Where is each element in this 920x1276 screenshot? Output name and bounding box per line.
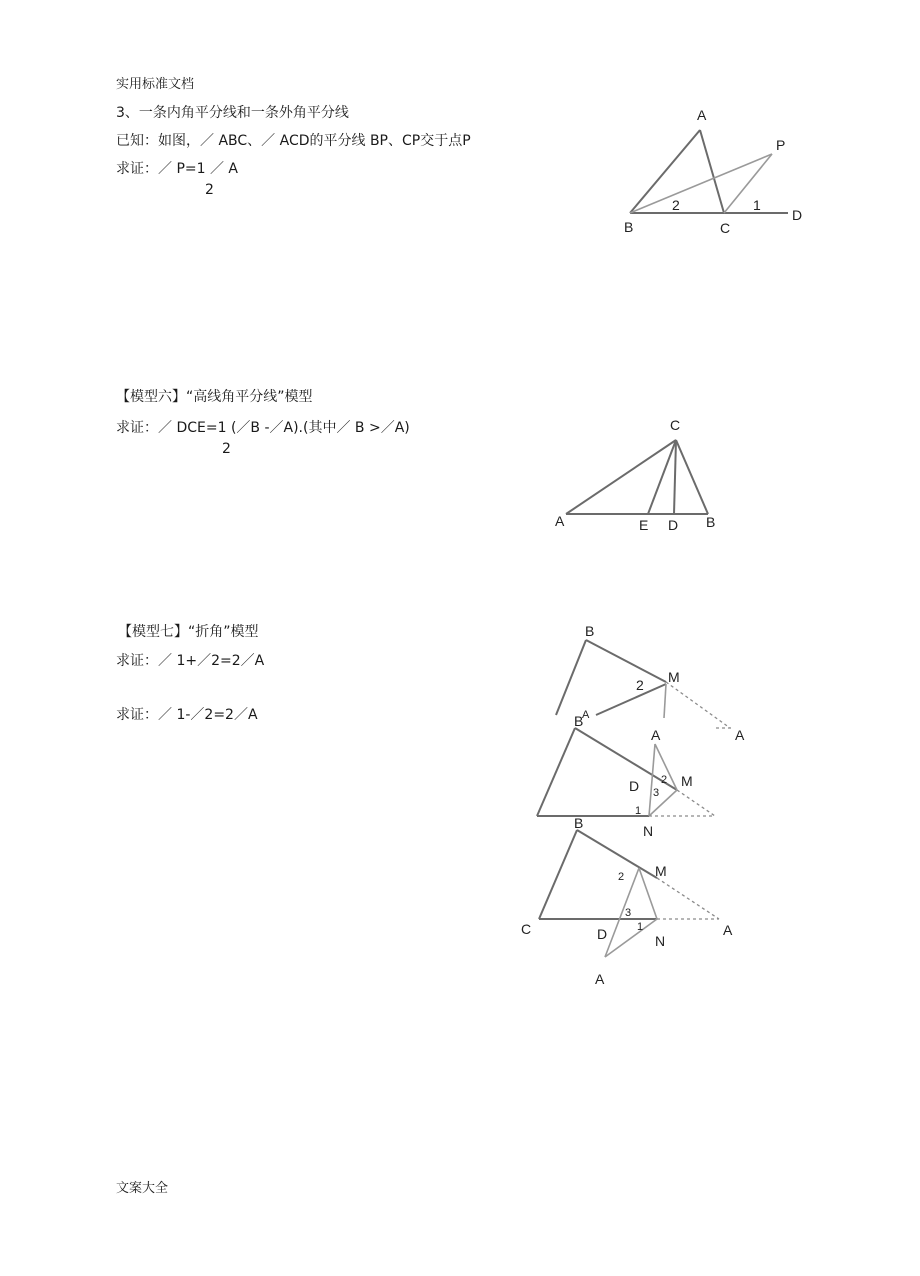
label-angle1: 1 <box>753 197 761 213</box>
label-a: A <box>651 727 661 743</box>
line-m-dashed <box>657 878 719 919</box>
label-angle1: 1 <box>637 921 644 933</box>
model7-prove2: 求证：／ 1-／2=2／A <box>116 707 258 723</box>
line-cb <box>676 440 708 514</box>
label-angle1: 1 <box>635 805 642 817</box>
model7-title: 【模型七】“折角”模型 <box>118 624 259 640</box>
label-m: M <box>668 669 680 685</box>
label-angle3: 3 <box>625 907 632 919</box>
section3-prove: 求证：／ P=1 ／ A <box>116 161 239 177</box>
label-b: B <box>624 219 634 235</box>
label-d: D <box>792 207 803 223</box>
label-a-right: A <box>723 922 733 938</box>
line-cp <box>724 154 772 213</box>
line-b-left <box>537 728 575 816</box>
label-e: E <box>639 517 649 533</box>
label-n: N <box>655 933 666 949</box>
label-b: B <box>574 713 584 729</box>
label-a: A <box>735 727 745 743</box>
label-c: C <box>720 220 731 236</box>
label-a: A <box>697 107 707 123</box>
line-b-left <box>556 640 586 715</box>
line-ce <box>648 440 676 514</box>
line-cb <box>539 830 577 919</box>
section3-figure <box>600 100 820 250</box>
label-d: D <box>629 778 640 794</box>
line-ba <box>630 130 700 213</box>
label-a-small: A <box>582 709 590 721</box>
model6-prove: 求证：／ DCE=1 (／B -／A).(其中／ B >／A) <box>116 420 410 436</box>
section3-title: 3、一条内角平分线和一条外角平分线 <box>116 105 349 121</box>
label-m: M <box>681 773 693 789</box>
line-bm <box>586 640 666 682</box>
line-ac <box>566 440 676 514</box>
line-ac <box>700 130 724 213</box>
label-b: B <box>706 514 716 530</box>
line-bm <box>577 830 657 878</box>
model6-figure <box>550 410 730 540</box>
label-d: D <box>597 926 608 942</box>
label-c: C <box>670 417 681 433</box>
model6-title: 【模型六】“高线角平分线”模型 <box>116 389 313 405</box>
label-a-bottom: A <box>595 971 605 987</box>
label-c: C <box>521 921 532 937</box>
label-angle3: 3 <box>653 787 660 799</box>
label-b: B <box>574 815 584 831</box>
label-angle2: 2 <box>661 774 668 786</box>
label-m: M <box>655 863 667 879</box>
page-footer: 文案大全 <box>116 1181 169 1196</box>
label-b: B <box>585 623 595 639</box>
label-n: N <box>643 823 654 839</box>
line-bp <box>630 154 772 213</box>
section3-given: 已知：如图，／ ABC、／ ACD的平分线 BP、CP交于点P <box>116 133 471 149</box>
label-p: P <box>776 137 786 153</box>
model7-figure3 <box>515 812 755 992</box>
label-angle2: 2 <box>618 871 625 883</box>
model6-denominator: 2 <box>222 441 231 457</box>
line-cd <box>674 440 676 514</box>
page-header: 实用标准文档 <box>116 77 195 92</box>
line-an <box>649 744 655 816</box>
label-angle2: 2 <box>636 677 644 693</box>
label-a: A <box>555 513 565 529</box>
model7-prove1: 求证：／ 1+／2=2／A <box>116 653 265 669</box>
label-angle2: 2 <box>672 197 680 213</box>
label-d: D <box>668 517 679 533</box>
section3-denominator: 2 <box>205 182 214 198</box>
